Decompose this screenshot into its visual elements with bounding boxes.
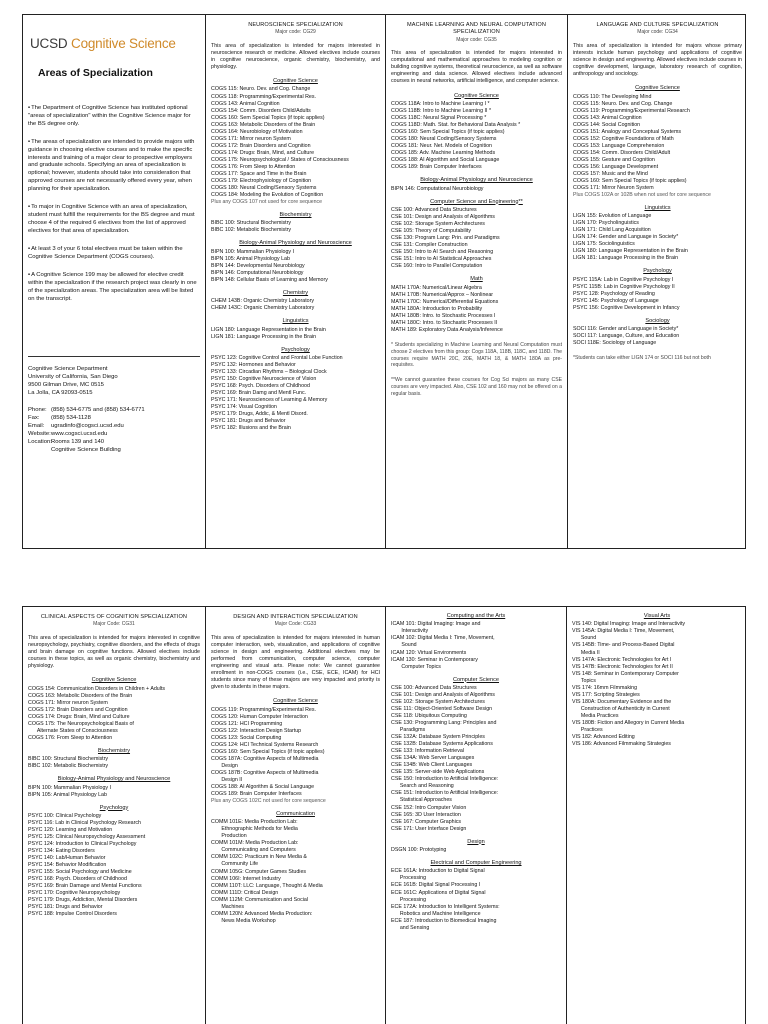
course-item: COGS 119: Programming/Experimental Res. (211, 706, 316, 713)
section-heading: Biology-Animal Physiology and Neuroscience (420, 177, 533, 184)
course-section (391, 276, 562, 334)
section-heading: Computer Science (452, 676, 499, 683)
course-section (211, 78, 380, 206)
course-item: VIS 182: Advanced Editing (572, 733, 635, 740)
course-item: COMM 110T: LLC: Language, Thought & Media (211, 882, 323, 889)
section-heading: Cognitive Science (273, 698, 318, 705)
course-item: COGS 177: Space and Time in the Brain (211, 170, 307, 177)
course-item: CSE 151: Intro to AI Statistical Approaches (391, 256, 492, 263)
course-item: PSYC 115A: Lab in Cognitive Psychology I (573, 276, 674, 283)
course-item: BIPN 105: Animal Physiology Lab (211, 255, 290, 262)
course-item: BIPN 100: Mammalian Physiology I (28, 784, 112, 791)
course-item: SOCI 118E: Sociology of Language (573, 340, 657, 347)
course-item: PSYC 132: Hormones and Behavior (211, 362, 296, 369)
course-item: PSYC 174: Visual Cognition (211, 404, 277, 411)
course-item: VIS 147B: Electronic Technologies for Art II (572, 663, 673, 670)
design-interaction-specialization (205, 607, 385, 1024)
course-item: LIGN 181: Language Processing in the Brain (211, 333, 317, 340)
course-item: COGS 176: From Sleep to Attention (211, 163, 296, 170)
course-item: CSE 152: Intro Computer Vision (391, 804, 467, 811)
course-section (391, 199, 562, 271)
course-item: COGS 118C: Neural Signal Processing * (391, 114, 487, 121)
course-item: BIPN 144: Developmental Neurobiology (211, 262, 305, 269)
section-heading: Biology-Animal Physiology and Neuroscience (239, 240, 352, 247)
course-item: LIGN 170: Psycholinguistics (573, 220, 639, 227)
section-heading: Biochemistry (97, 747, 131, 754)
course-item: CSE 105: Theory of Computability (391, 228, 471, 235)
course-item: COMM 112M: Communication and Social Machines (211, 896, 309, 910)
intro-text (28, 105, 200, 304)
course-item: CSE 167: Computer Graphics (391, 818, 462, 825)
course-item: COGS 174: Drugs: Brain, Mind, and Culture (211, 149, 315, 156)
course-item: CSE 135: Server-side Web Applications (391, 769, 485, 776)
course-item: PSYC 168: Psych. Disorders of Childhood (28, 876, 127, 883)
course-item: CSE 102: Storage System Architectures (391, 221, 485, 228)
course-item: BIBC 102: Metabolic Biochemistry (28, 763, 109, 770)
course-item: COGS 175: Neuropsychological / States of Consciousness (211, 156, 349, 163)
major-code: Major code: CG35 (456, 36, 497, 43)
course-item: COGS 171: Mirror neuron System (28, 699, 108, 706)
course-item: SOCI 117: Language, Culture, and Education (573, 333, 680, 340)
course-item: COMM 111D: Critical Design (211, 889, 279, 896)
course-section (28, 677, 200, 742)
section-heading: Communication (276, 810, 315, 817)
specialization-title: NEUROSCIENCE SPECIALIZATION (248, 22, 343, 28)
section-heading: Design (467, 838, 485, 845)
specialization-description: This area of specialization is intended for majors interested in human computer interaction, web, visualization, and applications of cognitive science in design and engineering. Additional electives may be performed from communication, computer science, computer engineering and visual arts. Please note: We cannot guarantee enrollment in non-COGS courses (i.e., CSE, ECE, ICAM) for HCI students since many of these majors are very impacted and priority is given to students in these majors. (211, 634, 380, 691)
intro-paragraph: •The areas of specialization are intended to provide majors with guidance in choosing elective courses and to make the specific interests and training of a major clear to prospective employers and graduate schools. Specifying an area of specialization is optional; however, students should take into consideration that approved courses are not necessarily offered every year, when planning for their specialization. (28, 138, 195, 193)
section-heading: Math (470, 276, 483, 283)
course-item: COGS 160: Sem Special Topics (if topic applies) (573, 177, 687, 184)
course-item: COGS 171: Mirror Neuron System (573, 184, 654, 191)
course-item: COGS 143: Animal Cognition (573, 114, 642, 121)
clinical-aspects-specialization (23, 607, 205, 1024)
course-item: PSYC 116: Lab in Clinical Psychology Research (28, 820, 141, 827)
section-note: Plus any COGS 102C not used for core sequence (211, 798, 326, 804)
course-item: COGS 176: From Sleep to Attention (28, 734, 113, 741)
course-item: PSYC 179: Drugs, Addic, & Mentl Disord. (211, 411, 308, 418)
course-item: COGS 156: Language Development (573, 163, 659, 170)
course-item: COGS 163: Metabolic Disorders of the Brain (211, 121, 316, 128)
course-item: CSE 134B: Web Client Languages (391, 762, 473, 769)
course-section (391, 860, 561, 932)
specialization-title: LANGUAGE AND CULTURE SPECIALIZATION (596, 22, 719, 28)
course-item: PSYC 168: Psych. Disorders of Childhood (211, 383, 310, 390)
course-item: PSYC 125: Clinical Neuropsychology Assessment (28, 834, 146, 841)
intro-paragraph: •A Cognitive Science 199 may be allowed for elective credit within the specialization if the research project was clearly in one of the specialization areas. The specialization area will be listed on the transcript. (28, 272, 197, 303)
address-line: La Jolla, CA 92093-0515 (28, 390, 93, 397)
course-item: COGS 164: Neurobiology of Motivation (211, 128, 303, 135)
section-heading: Cognitive Science (635, 85, 680, 92)
course-item: PSYC 124: Introduction to Clinical Psychology (28, 841, 137, 848)
course-item: COGS 188: AI Algorithm and Social Language (391, 157, 500, 164)
course-item: COGS 119: Programming/Experimental Research (573, 107, 690, 114)
course-item: CSE 151: Introduction to Artificial Intelligence: Statistical Approaches (391, 790, 499, 804)
course-section (391, 93, 562, 172)
course-item: COGS 144: Social Cognition (573, 121, 641, 128)
course-item: COGS 123: Social Computing (211, 734, 282, 741)
specialization-description: This area of specialization is intended for majors interested in computational and mathematical approaches to modeling cognition or building cognitive systems, theoretical neuroscience, as well as software engineering and data science. Allowed electives include advanced courses in neural networks, artificial intelligence, and computer science. (391, 50, 562, 85)
machine-learning-specialization (385, 15, 567, 548)
course-item: COGS 118B: Intro to Machine Learning II * (391, 107, 492, 114)
course-item: COGS 187A: Cognitive Aspects of Multimedia Design (211, 755, 319, 769)
course-section (211, 811, 380, 925)
course-item: VIS 177: Scripting Strategies (572, 691, 640, 698)
course-section (211, 212, 380, 234)
course-section (28, 776, 200, 798)
section-heading: Biology-Animal Physiology and Neuroscience (57, 776, 171, 783)
course-item: ICAM 102: Digital Media I: Time, Movement, Sound (391, 635, 495, 649)
course-item: COGS 154: Comm. Disorders Child/Adults (211, 107, 311, 114)
section-heading: Linguistics (282, 318, 309, 325)
course-item: COGS 115: Neuro. Dev. and Cog. Change (573, 100, 673, 107)
course-item: COMM 101M: Media Production Lab: Communicating and Computers (211, 840, 299, 854)
brochure-panel-bottom (22, 606, 746, 1024)
course-item: COGS 160: Sem Special Topics (if topic applies) (211, 748, 325, 755)
course-item: MATH 180A: Introduction to Probability (391, 305, 483, 312)
course-item: MATH 170B: Numerical/Approx – Nonlinear (391, 291, 494, 298)
course-item: COGS 160: Sem Special Topics (if topic applies) (211, 114, 325, 121)
course-item: COGS 122: Interaction Design Startup (211, 727, 302, 734)
course-item: CSE 171: User Interface Design (391, 825, 467, 832)
course-item: PSYC 182: Illusions and the Brain (211, 425, 291, 432)
course-item: VIS 180B: Fiction and Allegory in Current Media Practices (572, 719, 685, 733)
intro-column (23, 15, 205, 548)
course-item: VIS 174: 16mm Filmmaking (572, 684, 638, 691)
major-code: Major code: CG29 (275, 29, 316, 36)
course-item: COGS 189: Brain Computer Interfaces (391, 164, 482, 171)
course-item: BIBC 102: Metabolic Biochemistry (211, 227, 292, 234)
course-item: CSE 133: Information Retrieval (391, 748, 465, 755)
course-item: CSE 150: Intro to AI Search and Reasoning (391, 249, 494, 256)
course-item: CSE 165: 3D User Interaction (391, 811, 461, 818)
course-item: CSE 101: Design and Analysis of Algorithms (391, 692, 495, 698)
course-item: PSYC 169: Brain Damg and Mentl Func. (211, 390, 307, 397)
language-culture-specialization (567, 15, 747, 548)
course-section (573, 318, 742, 347)
course-item: COGS 172: Brain Disorders and Cognition (28, 706, 128, 713)
course-item: PSYC 179: Drugs, Addiction, Mental Disorders (28, 897, 138, 904)
course-section (211, 240, 380, 284)
course-item: COMM 120N: Advanced Media Production: News Media Workshop (211, 910, 313, 924)
design-interaction-continued (385, 607, 566, 1024)
address-line: Cognitive Science Department (28, 366, 108, 373)
course-item: LIGN 174: Gender and Language in Society* (573, 234, 679, 241)
course-item: CHEM 143C: Organic Chemistry Laboratory (211, 305, 315, 312)
course-item: ECE 172A: Introduction to Intelligent Systems: Robotics and Machine Intelligence (391, 903, 500, 917)
course-item: COGS 143: Animal Cognition (211, 100, 280, 107)
course-item: CSE 150: Introduction to Artificial Intelligence: Search and Reasoning (391, 776, 499, 790)
course-item: LIGN 171: Child Lang Acquisition (573, 227, 651, 234)
course-item: BIPN 146: Computational Neurobiology (391, 185, 484, 192)
course-item: LIGN 181: Language Processing in the Brain (573, 255, 679, 262)
contact-location: Location: Rooms 139 and 140 (28, 439, 105, 446)
section-heading: Sociology (645, 317, 670, 324)
course-section (28, 805, 200, 919)
course-item: BIPN 105: Animal Physiology Lab (28, 791, 107, 798)
course-item: COGS 118A: Intro to Machine Learning I * (391, 100, 490, 107)
major-code: Major Code: CG33 (274, 621, 317, 628)
section-note: Plus COGS 102A or 102B when not used for core sequence (573, 191, 711, 198)
course-section (211, 290, 380, 312)
course-item: PSYC 133: Circadian Rhythms – Biological Clock (211, 369, 327, 376)
course-item: COGS 187B: Cognitive Aspects of Multimedia Design II (211, 769, 319, 783)
course-item: ECE 161C: Applications of Digital Signal Processing (391, 889, 486, 903)
contact-email: Email: ugradinfo@cogsci.ucsd.edu (28, 422, 124, 429)
course-item: COGS 157: Music and the Mind (573, 170, 648, 177)
course-item: ICAM 120: Virtual Environments (391, 649, 467, 656)
course-item: VIS 180A: Documentary Evidence and the Construction of Authenticity in Current Media Practices (572, 698, 672, 719)
course-item: CSE 132B: Database Systems Applications (391, 741, 493, 748)
course-item: PSYC 115B: Lab in Cognitive Psychology II (573, 283, 675, 290)
course-item: COGS 154: Comm. Disorders Child/Adult (573, 149, 671, 156)
course-item: CSE 100: Advanced Data Structures (391, 206, 477, 213)
ucsd-cogsci-logo: UCSD Cognitive Science (30, 36, 176, 51)
course-section (573, 85, 742, 199)
course-item: CSE 130: Program Lang: Prin. and Paradigms (391, 235, 500, 242)
course-item: PSYC 170: Cognitive Neuropsychology (28, 890, 121, 897)
address-line: University of California, San Diego (28, 374, 118, 381)
course-item: SOCI 116: Gender and Language in Society* (573, 326, 679, 333)
course-section (211, 347, 380, 433)
section-heading: Linguistics (644, 204, 671, 211)
course-item: COGS 124: HCI Technical Systems Research (211, 741, 319, 748)
section-heading: Biochemistry (279, 211, 312, 218)
brochure-panel-top (22, 14, 746, 549)
course-item: CHEM 143B: Organic Chemistry Laboratory (211, 298, 315, 305)
course-item: VIS 148: Seminar in Contemporary Computer Topics (572, 670, 679, 684)
course-item: COMM 101E: Media Production Lab: Ethnographic Methods for Media Production (211, 819, 298, 840)
course-item: COGS 188: AI Algorithm & Social Language (211, 783, 315, 790)
footnote: **We cannot guarantee these courses for Cog Sci majors as many CSE courses are very impacted. Also, CSE 102 and 160 may not be offered on a regular basis. (391, 377, 562, 398)
course-item: LIGN 180: Language Representation in the Brain (573, 248, 688, 255)
course-item: MATH 180B: Intro. to Stochastic Processes I (391, 312, 496, 319)
course-item: PSYC 120: Learning and Motivation (28, 827, 113, 834)
course-item: COGS 181: Neur. Net. Models of Cognition (391, 143, 492, 150)
course-section (391, 613, 561, 671)
course-item: ECE 187: Introduction to Biomedical Imaging and Sensing (391, 917, 497, 931)
section-heading: Electrical and Computer Engineering (430, 860, 522, 867)
section-heading: Computer Science and Engineering** (430, 198, 523, 205)
course-item: PSYC 134: Eating Disorders (28, 848, 95, 855)
course-item: MATH 170A: Numerical/Linear Algebra (391, 284, 482, 291)
course-item: COGS 121: HCI Programming (211, 720, 283, 727)
section-heading: Visual Arts (643, 613, 671, 619)
course-item: COGS 160: Sem Special Topics (if topic applies) (391, 129, 505, 135)
course-item: VIS 140: Digital Imaging: Image and Interactivity (572, 621, 686, 628)
neuroscience-specialization (205, 15, 385, 548)
course-item: COGS 175: The Neuropsychological Basis of Alternate States of Consciousness (28, 720, 134, 734)
divider (28, 356, 200, 357)
course-section (211, 698, 380, 805)
course-item: PSYC 188: Impulse Control Disorders (28, 911, 117, 918)
course-item: PSYC 171: Neurosciences of Learning & Memory (211, 397, 328, 404)
course-item: CSE 118: Ubiquitous Computing (391, 713, 467, 720)
course-item: COGS 189: Brain Computer Interfaces (211, 790, 302, 797)
course-item: LIGN 175: Sociolinguistics (573, 241, 635, 248)
contact-website: Website: www.cogsci.ucsd.edu (28, 431, 108, 438)
course-item: PSYC 150: Cognitive Neuroscience of Vision (211, 376, 317, 383)
course-item: CSE 111: Object-Oriented Software Design (391, 706, 493, 713)
course-item: BIBC 100: Structural Biochemistry (211, 220, 292, 227)
course-item: VIS 145B: Time- and Process-Based Digital Media II (572, 642, 675, 656)
course-section (572, 613, 742, 748)
section-heading: Psychology (99, 804, 129, 811)
course-item: COGS 118D: Math. Stat. for Behavioral Data Analysis * (391, 121, 521, 128)
course-item: COGS 163: Metabolic Disorders of the Brain (28, 692, 133, 699)
specialization-title: MACHINE LEARNING AND NEURAL COMPUTATION SPECIALIZATION (407, 22, 546, 36)
course-item: PSYC 156: Cognitive Development in Infancy (573, 304, 680, 311)
course-item: ECE 161A: Introduction to Digital Signal Processing (391, 868, 485, 882)
course-item: PSYC 123: Cognitive Control and Frontal Lobe Function (211, 355, 343, 362)
specialization-description: This area of specialization is intended for majors interested in neuroscience research or medicine. Allowed electives include courses in cognitive neuroscience, organic chemistry, biochemistry, and physiology. (211, 42, 380, 71)
course-item: COGS 180: Neural Coding/Sensory Systems (391, 136, 497, 143)
section-heading: Chemistry (282, 289, 309, 296)
course-item: COGS 174: Drugs: Brain, Mind and Culture (28, 713, 130, 720)
section-heading: Cognitive Science (454, 92, 499, 99)
course-item: MATH 189: Exploratory Data Analysis/Inference (391, 326, 503, 333)
bullet-icon: • (28, 246, 31, 253)
course-item: DSGN 100: Prototyping (391, 847, 447, 853)
course-item: COGS 155: Gesture and Cognition (573, 156, 655, 163)
course-item: COGS 154: Communication Disorders in Children + Adults (28, 685, 166, 692)
course-item: COGS 110: The Developing Mind (573, 93, 652, 100)
course-section (573, 268, 742, 312)
section-heading: Psychology (643, 268, 672, 275)
intro-paragraph: •The Department of Cognitive Science has instituted optional "areas of specialization" within the Cognitive Science major for the BS degree only. (28, 104, 191, 127)
course-item: CSE 100: Advanced Data Structures (391, 684, 477, 691)
contact-phone: Phone: (858) 534-6775 and (858) 534-6771 (28, 406, 145, 413)
course-item: COGS 180: Neural Coding/Sensory Systems (211, 184, 317, 191)
course-item: ICAM 101: Digital Imaging: Image and Interactivity (391, 621, 481, 635)
section-heading: Psychology (281, 346, 310, 353)
course-item: CSE 160: Intro to Parallel Computation (391, 263, 483, 270)
contact-fax: Fax: (858) 534-1128 (28, 414, 91, 421)
section-heading: Cognitive Science (273, 78, 318, 85)
course-item: VIS 145A: Digital Media I: Time, Movement, Sound (572, 628, 675, 642)
course-item: VIS 147A: Electronic Technologies for Art I (572, 656, 672, 663)
course-item: CSE 102: Storage System Architectures (391, 699, 485, 706)
course-section (391, 839, 561, 854)
major-code: Major Code: CG31 (93, 621, 135, 628)
bullet-icon: • (28, 272, 31, 279)
course-item: PSYC 169: Brain Damage and Mental Functions (28, 883, 142, 890)
course-item: MATH 180C: Intro. to Stochastic Processes II (391, 319, 498, 326)
course-item: COGS 171: Mirror neuron System (211, 135, 291, 142)
course-section (573, 205, 742, 263)
course-item: COGS 151: Analogy and Conceptual Systems (573, 128, 682, 135)
course-section (28, 748, 200, 770)
contact-location-building: Cognitive Science Building (51, 447, 121, 454)
course-item: PSYC 128: Psychology of Reading (573, 290, 655, 297)
bullet-icon: • (28, 204, 31, 211)
course-section (391, 677, 561, 833)
visual-arts-courses (566, 607, 747, 1024)
bullet-icon: • (28, 104, 31, 111)
course-item: PSYC 181: Drugs and Behavior (28, 904, 103, 911)
course-item: LIGN 155: Evolution of Language (573, 213, 652, 220)
course-item: PSYC 140: Lab/Human Behavior (28, 855, 106, 862)
intro-paragraph: •To major in Cognitive Science with an area of specialization, student must fulfill the requirements for the BS degree and must choose 4 of the required 6 electives from the list of approved electives for that area of specialization. (28, 204, 195, 235)
course-section (211, 318, 380, 340)
course-item: COGS 118: Programming/Experimental Res. (211, 93, 316, 100)
course-item: PSYC 181: Drugs and Behavior (211, 418, 286, 425)
course-item: COGS 152: Cognitive Foundations of Math (573, 135, 674, 142)
course-item: COGS 153: Language Comprehension (573, 142, 665, 149)
address-line: 9500 Gilman Drive, MC 0515 (28, 382, 104, 389)
major-code: Major code: CG34 (637, 29, 678, 36)
footnote: * Students specializing in Machine Learning and Neural Computation must choose 2 electives from this group: Cogs 118A, 118B, 118C, and 118D. The courses require MATH 20C, 20E, MATH 18, & MATH 180A as pre-requisites. (391, 341, 562, 369)
page-title: Areas of Specialization (38, 66, 153, 79)
section-heading: Computing and the Arts (446, 613, 506, 619)
course-item: MATH 170C: Numerical/Differential Equations (391, 298, 499, 305)
contact-info (28, 365, 200, 454)
course-item: BIPN 146: Computational Neurobiology (211, 269, 304, 276)
course-item: CSE 131: Compiler Construction (391, 242, 468, 249)
course-item: COMM 105G: Computer Games Studies (211, 868, 307, 875)
specialization-description: This area of specialization is intended for majors interested in cognitive neuropsychology, psychiatry, cognitive disorders, and the effects of drugs and brain damage on cognitive functions. Allowed electives include courses in these topics, as well as organic chemistry, biochemistry and physiology. (28, 634, 200, 670)
course-item: PSYC 155: Social Psychology and Medicine (28, 869, 132, 876)
specialization-description: This area of specialization is intended for majors whose primary interests include human psychology and applications of cognitive science in design and engineering. Allowed electives include courses in cognitive development, language, laboratory research of cognition, anthropology and sociology. (573, 42, 742, 78)
course-item: ICAM 130: Seminar in Contemporary Computer Topics (391, 656, 478, 670)
course-item: COGS 120: Human Computer Interaction (211, 713, 308, 720)
course-item: BIPN 100: Mammalian Physiology I (211, 248, 295, 255)
intro-paragraph: •At least 3 of your 6 total electives must be taken within the Cognitive Science Department (COGS courses). (28, 246, 183, 261)
section-heading: Cognitive Science (91, 677, 137, 684)
course-item: CSE 130: Programming Lang: Principles and Paradigms (391, 720, 497, 734)
course-item: CSE 101: Design and Analysis of Algorithms (391, 214, 495, 220)
course-item: VIS 186: Advanced Filmmaking Strategies (572, 740, 671, 747)
bullet-icon: • (28, 138, 31, 145)
course-item: CSE 132A: Database System Principles (391, 734, 485, 741)
course-item: COGS 184: Modeling the Evolution of Cognition (211, 191, 324, 198)
course-item: CSE 134A: Web Server Languages (391, 755, 475, 762)
course-item: PSYC 154: Behavior Modification (28, 862, 107, 869)
footnote: *Students can take either LIGN 174 or SOCI 116 but not both (573, 355, 711, 362)
course-section (391, 177, 562, 192)
course-item: COGS 172: Brain Disorders and Cognition (211, 142, 311, 149)
section-note: Plus any COGS 107 not used for core sequence (211, 198, 323, 205)
course-item: COMM 102C: Practicum in New Media & Community Life (211, 854, 307, 868)
course-item: BIPN 148: Cellular Basis of Learning and Memory (211, 276, 328, 283)
course-item: LIGN 180: Language Representation in the Brain (211, 326, 326, 333)
specialization-title: DESIGN AND INTERACTION SPECIALIZATION (233, 614, 358, 620)
course-item: COMM 106I: Internet Industry (211, 875, 281, 882)
course-item: BIBC 100: Structural Biochemistry (28, 756, 109, 763)
course-item: COGS 115: Neuro. Dev. and Cog. Change (211, 86, 311, 93)
course-item: COGS 185: Adv. Machine Learning Methods (391, 150, 496, 157)
course-item: ECE 161B: Digital Signal Processing I (391, 882, 481, 889)
course-item: COGS 179: Electrophysiology of Cognition (211, 177, 312, 184)
specialization-title: CLINICAL ASPECTS OF COGNITION SPECIALIZATION (40, 614, 188, 620)
course-item: PSYC 100: Clinical Psychology (28, 813, 102, 819)
course-item: PSYC 145: Psychology of Language (573, 297, 659, 304)
